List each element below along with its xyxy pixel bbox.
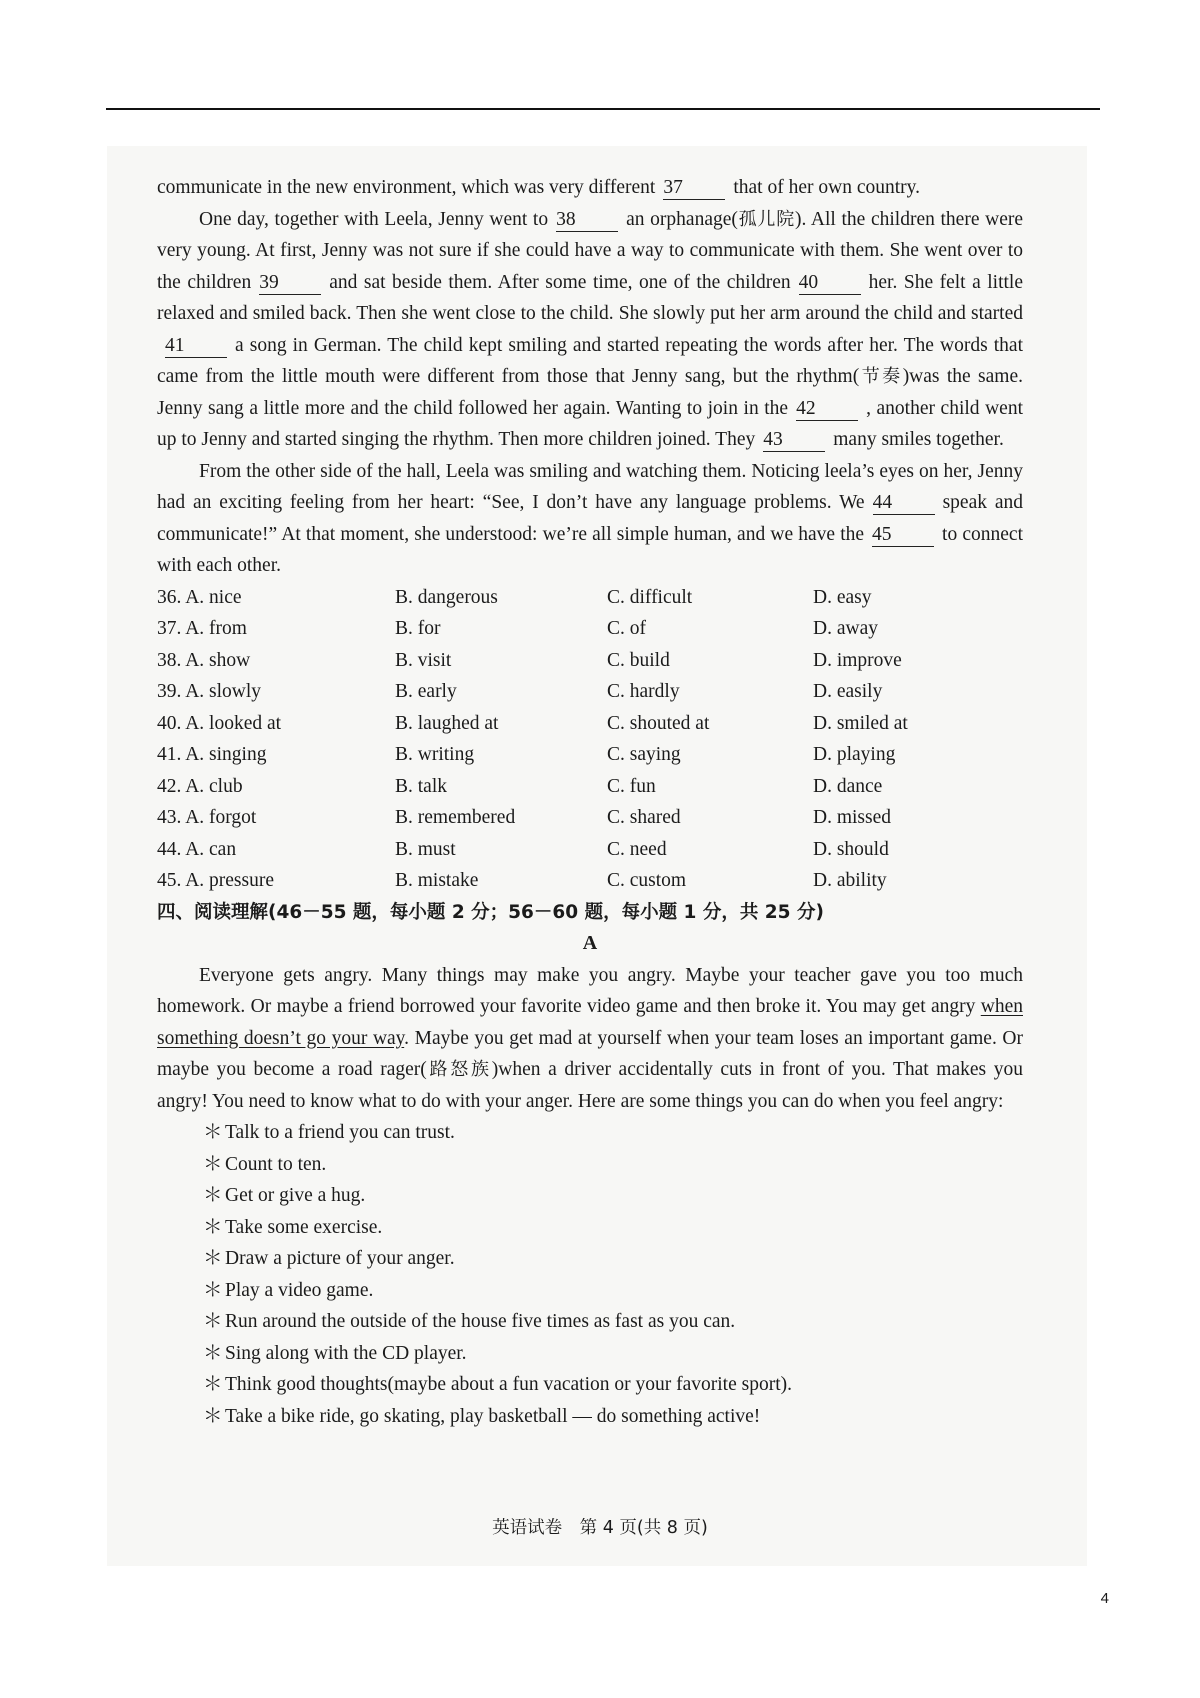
option-a-text: A. singing <box>185 744 267 765</box>
question-row <box>157 802 1023 834</box>
tip-item <box>203 1243 1023 1275</box>
tip-list <box>157 1117 1023 1432</box>
question-number: 45. <box>157 870 182 891</box>
passage-text: ). All the children there were very young. At first, Jenny was not sure if she could have a way to communicate with them. She went over to the children <box>157 208 1024 293</box>
option-b: B. laughed at <box>395 712 499 734</box>
question-row <box>157 739 1023 771</box>
passage-text: to connect with each other. <box>157 523 1024 576</box>
passage-text: an orphanage( <box>626 208 738 230</box>
tip-text: Take some exercise. <box>225 1216 383 1238</box>
question-number: 37. <box>157 618 182 639</box>
passage-paragraph <box>157 204 1023 456</box>
bullet-star-icon: ＊ <box>203 1374 223 1395</box>
option-b: B. early <box>395 681 457 702</box>
question-row <box>157 865 1023 897</box>
option-a-text: A. looked at <box>185 712 282 734</box>
option-b: B. for <box>395 618 441 639</box>
passage-text: many smiles together. <box>833 429 1004 450</box>
option-b: B. remembered <box>395 807 516 828</box>
tip-text: Take a bike ride, go skating, play basketball — do something active! <box>225 1405 761 1427</box>
bullet-star-icon: ＊ <box>203 1248 223 1269</box>
question-row <box>157 834 1023 866</box>
option-a-text: A. from <box>185 618 247 639</box>
reading-text: Everyone gets angry. Many things may make you angry. Maybe your teacher gave you too much homework. Or maybe a friend borrowed your favorite video game and then broke it. You may get angry <box>157 964 1023 1017</box>
passage-text: One day, together with Leela, Jenny went to <box>199 208 549 230</box>
question-number: 44. <box>157 838 182 860</box>
tip-item <box>203 1369 1023 1401</box>
passage-text: speak and communicate!” At that moment, she understood: we’re all simple human, and we have the <box>157 492 1024 545</box>
option-d: D. easily <box>813 681 883 702</box>
question-row <box>157 613 1023 645</box>
option-c: C. custom <box>607 870 687 891</box>
question-number: 42. <box>157 775 182 797</box>
tip-text: Sing along with the CD player. <box>225 1342 467 1364</box>
tip-item <box>203 1212 1023 1244</box>
cloze-blank: 40 <box>799 272 861 295</box>
tip-item <box>203 1338 1023 1370</box>
cloze-blank: 37 <box>663 177 725 200</box>
option-c: C. hardly <box>607 681 680 702</box>
passage-text: From the other side of the hall, Leela was smiling and watching them. Noticing leela’s eyes on her, Jenny had an exciting feeling from her heart: “See, I don’t have any language problems. We <box>157 460 1023 513</box>
page-footer: 英语试卷 第 4 页(共 8 页) <box>492 1518 708 1538</box>
bullet-star-icon: ＊ <box>203 1185 223 1206</box>
option-b: B. talk <box>395 775 447 797</box>
bullet-star-icon: ＊ <box>203 1279 223 1301</box>
option-d: D. should <box>813 838 889 860</box>
bullet-star-icon: ＊ <box>203 1405 223 1427</box>
tip-item <box>203 1149 1023 1181</box>
option-b: B. visit <box>395 649 452 671</box>
reading-text: )when a driver accidentally cuts in front of you. That makes you angry! You need to know what to do with your anger. Here are some things you can do when you feel angry: <box>157 1059 1023 1112</box>
option-d: D. smiled at <box>813 712 908 734</box>
cloze-blank: 43 <box>763 429 825 452</box>
chinese-gloss: 孤儿院 <box>737 208 795 230</box>
question-row <box>157 676 1023 708</box>
question-number: 38. <box>157 649 182 671</box>
option-a <box>157 802 395 834</box>
tip-text: Get or give a hug. <box>225 1185 366 1206</box>
option-a <box>157 771 395 803</box>
tip-text: Run around the outside of the house five times as fast as you can. <box>225 1311 736 1332</box>
option-a <box>157 676 395 708</box>
reading-paragraph <box>157 960 1023 1118</box>
exam-content <box>157 172 1023 1432</box>
option-d: D. dance <box>813 775 883 797</box>
passage-text: and sat beside them. After some time, one of the children <box>329 271 791 293</box>
option-a-text: A. show <box>185 649 251 671</box>
option-d: D. improve <box>813 649 902 671</box>
option-b: B. dangerous <box>395 586 498 608</box>
part-label: A <box>582 932 598 954</box>
option-c: C. need <box>607 838 667 860</box>
cloze-blank: 39 <box>259 272 321 295</box>
tip-item <box>203 1401 1023 1433</box>
option-d: D. away <box>813 618 878 639</box>
question-row <box>157 645 1023 677</box>
bullet-star-icon: ＊ <box>203 1342 223 1364</box>
top-rule <box>106 108 1100 110</box>
cloze-blank: 44 <box>873 492 935 515</box>
option-a-text: A. can <box>185 838 237 860</box>
passage-text: , another child went up to Jenny and started singing the rhythm. Then more children joined. They <box>157 397 1023 450</box>
passage-text: )was the same. Jenny sang a little more and the child followed her again. Wanting to join in the <box>157 366 1024 419</box>
option-a <box>157 582 395 614</box>
tip-item <box>203 1180 1023 1212</box>
option-d: D. missed <box>813 807 891 828</box>
tip-text: Talk to a friend you can trust. <box>225 1122 455 1143</box>
option-b: B. must <box>395 838 456 860</box>
tip-item <box>203 1275 1023 1307</box>
tip-text: Play a video game. <box>225 1279 374 1301</box>
tip-text: Draw a picture of your anger. <box>225 1248 455 1269</box>
option-c: C. saying <box>607 744 681 765</box>
option-b: B. writing <box>395 744 475 765</box>
chinese-gloss: 路怒族 <box>426 1059 492 1080</box>
bullet-star-icon: ＊ <box>203 1153 223 1175</box>
question-number: 36. <box>157 586 182 608</box>
option-b: B. mistake <box>395 870 479 891</box>
passage-text: that of her own country. <box>733 177 920 198</box>
option-a-text: A. forgot <box>185 807 257 828</box>
question-row <box>157 582 1023 614</box>
option-a <box>157 739 395 771</box>
passage-text: her. She felt a little relaxed and smiled back. Then she went close to the child. She slowly put her arm around the child and started <box>157 271 1023 324</box>
chinese-gloss: 节奏 <box>859 366 903 387</box>
option-a <box>157 865 395 897</box>
tip-text: Count to ten. <box>225 1153 327 1175</box>
cloze-blank: 42 <box>796 398 858 421</box>
reading-text: . Maybe you get mad at yourself when your team loses an important game. Or maybe you become a road rager( <box>157 1027 1024 1080</box>
bullet-star-icon: ＊ <box>203 1122 223 1143</box>
passage-paragraph <box>157 456 1023 582</box>
option-a-text: A. slowly <box>185 681 262 702</box>
option-c: C. build <box>607 649 670 671</box>
option-a <box>157 708 395 740</box>
option-a <box>157 834 395 866</box>
cloze-blank: 38 <box>556 209 618 232</box>
option-c: C. shouted at <box>607 712 710 734</box>
option-d: D. playing <box>813 744 896 765</box>
tip-item <box>203 1306 1023 1338</box>
cloze-blank: 45 <box>872 524 934 547</box>
option-c: C. shared <box>607 807 681 828</box>
tip-item <box>203 1117 1023 1149</box>
passage-text: communicate in the new environment, which was very different <box>157 177 656 198</box>
passage-paragraph <box>157 172 1023 204</box>
option-c: C. difficult <box>607 586 693 608</box>
bullet-star-icon: ＊ <box>203 1311 223 1332</box>
option-d: D. easy <box>813 586 872 608</box>
tip-text: Think good thoughts(maybe about a fun vacation or your favorite sport). <box>225 1374 792 1395</box>
question-number: 40. <box>157 712 182 734</box>
underlined-phrase: when something doesn’t go your way <box>157 996 1023 1049</box>
question-number: 41. <box>157 744 182 765</box>
question-row <box>157 708 1023 740</box>
cloze-options <box>157 582 1023 897</box>
option-a-text: A. pressure <box>185 870 274 891</box>
option-a-text: A. club <box>185 775 243 797</box>
option-a-text: A. nice <box>185 586 242 608</box>
bullet-star-icon: ＊ <box>203 1216 223 1238</box>
option-a <box>157 613 395 645</box>
option-c: C. of <box>607 618 646 639</box>
option-d: D. ability <box>813 870 887 891</box>
page-number: 4 <box>1100 1590 1109 1607</box>
option-c: C. fun <box>607 775 656 797</box>
passage-text: a song in German. The child kept smiling and started repeating the words after her. The words that came from the little mouth were different from those that Jenny sang, but the rhythm( <box>157 334 1023 387</box>
option-a <box>157 645 395 677</box>
question-row <box>157 771 1023 803</box>
cloze-passage <box>157 172 1023 582</box>
cloze-blank: 41 <box>165 335 227 358</box>
question-number: 43. <box>157 807 182 828</box>
section-heading: 四、阅读理解(46－55 题，每小题 2 分；56－60 题，每小题 1 分，共 25 分) <box>157 901 824 923</box>
question-number: 39. <box>157 681 182 702</box>
